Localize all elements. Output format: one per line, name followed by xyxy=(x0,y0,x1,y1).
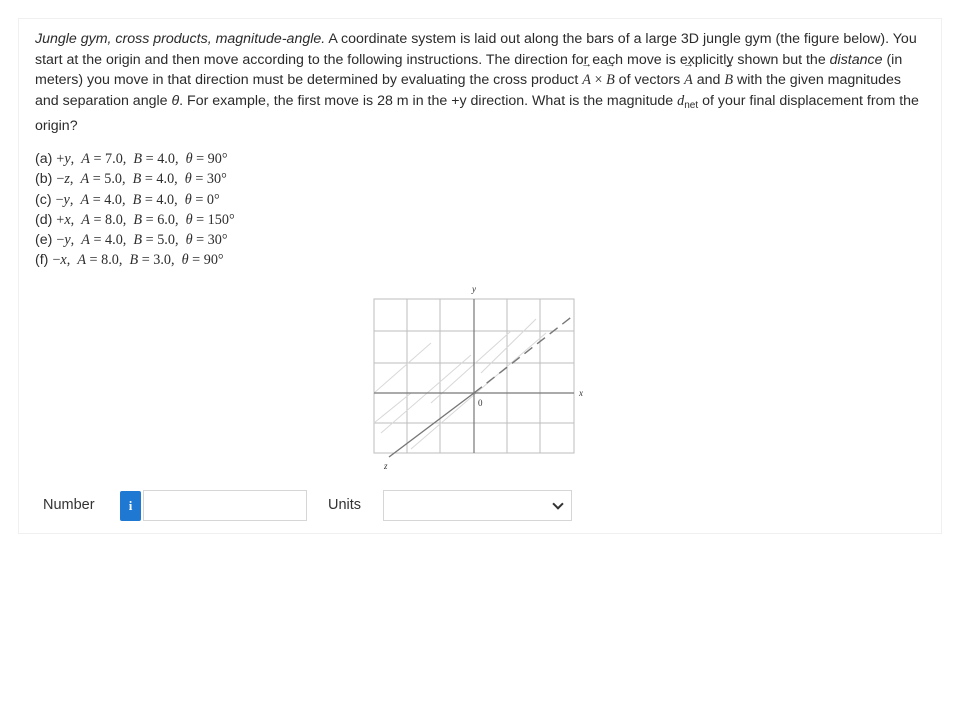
units-label: Units xyxy=(328,497,362,513)
list-item: (f) −x, A = 8.0, B = 3.0, θ = 90° xyxy=(35,252,224,269)
list-item: (c) −y, A = 4.0, B = 4.0, θ = 0° xyxy=(35,191,220,208)
vector-a: → A xyxy=(582,70,591,91)
jungle-gym-figure xyxy=(371,283,611,479)
origin-label: 0 xyxy=(478,398,483,408)
parts-list xyxy=(35,149,235,271)
info-icon[interactable]: i xyxy=(120,491,141,521)
question-title: Jungle gym, cross products, magnitude-angle. xyxy=(35,31,326,47)
d-net-symbol: d xyxy=(677,92,685,109)
question-prompt: Jungle gym, cross products, magnitude-angle. A coordinate system is laid out along the bars of a large 3D jungle gym (the figure below). You start at the origin and then move according to the following instructions. The direction for each move is explicitly shown but the distance (in meters) you move in that direction must be determined by evaluating the cross product → A × → B of vectors → A and → B with the given magnitudes and separation angle θ. For example, the first move is 28 m in the +y direction. What is the magnitude $d_{net}$ of your final displacement from the origin? xyxy=(35,29,925,137)
number-input[interactable] xyxy=(143,490,307,521)
vector-a: → A xyxy=(684,70,693,91)
list-item: (b) −z, A = 5.0, B = 4.0, θ = 30° xyxy=(35,171,227,188)
vector-b: → B xyxy=(606,70,615,91)
z-axis-label: z xyxy=(384,461,388,471)
list-item: (d) +x, A = 8.0, B = 6.0, θ = 150° xyxy=(35,211,235,228)
theta-symbol: θ xyxy=(171,92,180,109)
units-select[interactable] xyxy=(383,490,572,521)
question-card xyxy=(18,18,942,534)
chevron-down-icon xyxy=(552,498,563,509)
y-axis-label: y xyxy=(472,284,476,294)
number-label: Number xyxy=(43,497,95,513)
list-item: (e) −y, A = 4.0, B = 5.0, θ = 30° xyxy=(35,232,228,249)
list-item: (a) +y, A = 7.0, B = 4.0, θ = 90° xyxy=(35,151,228,167)
x-axis-label: x xyxy=(579,388,583,398)
coordinate-axes xyxy=(374,299,574,457)
vector-b: → B xyxy=(724,70,733,91)
